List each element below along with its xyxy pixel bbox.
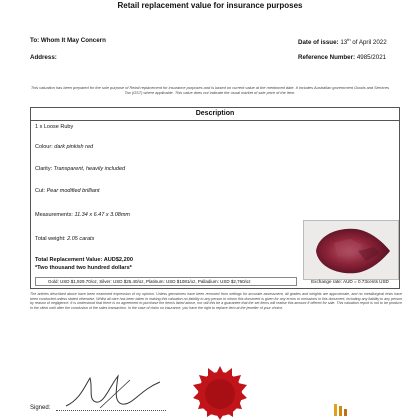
signature-icon — [60, 372, 170, 412]
date-suffix: th — [347, 37, 351, 42]
ruby-gem-icon — [304, 221, 398, 279]
measurements-line — [35, 212, 130, 218]
cut-line — [35, 188, 100, 194]
date-rest: of April 2022 — [352, 39, 387, 47]
weight-value: 2.05 carats — [67, 236, 95, 242]
metal-prices: Gold: USD $1,929.70/oz, Silver: USD $25.40/oz, Platinum: USD $1081/oz, Palladium: USD $2,760/oz — [35, 277, 297, 286]
exchange-rate: Exchange rate: AUD = 0.73cents USD — [311, 279, 389, 284]
weight-label: Total weight: — [35, 236, 66, 242]
document-title: Retail replacement value for insurance purposes — [117, 1, 303, 10]
red-seal-icon — [190, 364, 250, 420]
company-logo-icon — [326, 400, 356, 420]
recipient-address-label: Address: — [30, 54, 57, 61]
clarity-label: Clarity: — [35, 166, 53, 172]
date-day: 13 — [340, 39, 348, 47]
reference-number — [298, 54, 386, 61]
weight-line — [35, 236, 94, 242]
signed-label: Signed: — [30, 405, 51, 411]
total-value-words: *Two thousand two hundred dollars* — [35, 265, 132, 271]
description-heading: Description — [31, 108, 399, 121]
intro-statement: This valuation has been prepared for the sole purpose of Retail replacement for insurance purposes and is based on current value at the mentioned date. It includes Australian government Goods and Services Tax (GST) where applicable. This value does not indicate the usual market of sale price of the item. — [30, 85, 390, 95]
ruby-photo — [303, 220, 399, 280]
item-line: 1 x Loose Ruby — [35, 124, 74, 130]
signature-line — [56, 410, 166, 411]
recipient-to: To: Whom It May Concern — [30, 37, 106, 44]
reference-label: Reference Number: — [298, 54, 356, 61]
colour-label: Colour: — [35, 144, 53, 150]
total-replacement-value: Total Replacement Value: AUD$2,200 — [35, 257, 133, 263]
date-of-issue — [298, 37, 387, 46]
date-of-issue-label: Date of issue: — [298, 39, 339, 47]
measurements-value: 11.34 x 6.47 x 3.08mm — [74, 212, 130, 218]
description-box — [30, 107, 400, 289]
disclaimer-text: The articles described above have been examined expression of my opinion. Unless gemstones have been removed from settings for accurate assessment, all grades and weights are approximate, and no metallurgical tests have been conducted unless stated otherwise. Whilst all care has been taken in making this valuation no liability to any person to whom this document is given for any errors or omissions in this document, including any liability to any person by reason of negligence. It is understood that there is no agreement to purchase the item/s listed above, nor will this be a guarantee that the set items will realise this amount if offered for sale. This valuation report is not to be produce in the client until after the conclusion of the sales transaction. In the case of claim on insurance, you have the right to replace item at the jeweller of your choice. — [30, 292, 402, 310]
colour-line — [35, 144, 93, 150]
cut-value: Pear modified brilliant — [46, 188, 100, 194]
clarity-value: Transparent, heavily included — [53, 166, 126, 172]
reference-value: 4985/2021 — [356, 54, 387, 61]
cut-label: Cut: — [35, 188, 46, 194]
colour-value: dark pinkish red — [54, 144, 94, 150]
clarity-line — [35, 166, 125, 172]
measurements-label: Measurements: — [35, 212, 73, 218]
